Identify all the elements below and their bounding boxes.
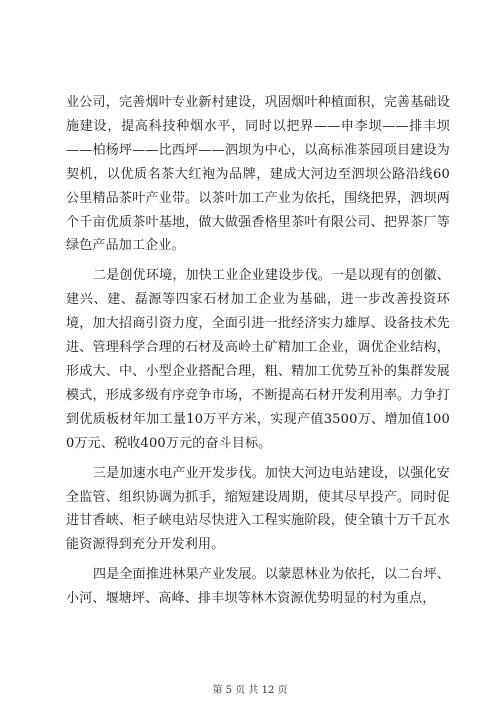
page-footer: 第 5 页 共 12 页 [212, 685, 288, 696]
paragraph-2: 二是创优环境，加快工业企业建设步伐。一是以现有的创徽、建兴、建、磊源等四家石材加工企业为基础，进一步改善投资环境，加大招商引资力度，全面引进一批经济实力雄厚、设备技术先进、管理科学合理的石材及高岭土矿精加工企业，调优企业结构，形成大、中、小型企业搭配合理，粗、精加工优势互补的集群发展模式，形成多级有序竞争市场，不断提高石材开发利用率。力争打到优质板材年加工量10万平方米，实现产值3500万、增加值1000万元、税收400万元的奋斗目标。 [66, 268, 450, 451]
paragraph-3: 三是加速水电产业开发步伐。加快大河边电站建设，以强化安全监管、组织协调为抓手，缩短建设周期，使其尽早投产。同时促进甘香峡、柜子峡电站尽快进入工程实施阶段，使全镇十万千瓦水能资源得到充分开发利用。 [66, 465, 450, 553]
document-body [66, 91, 450, 611]
paragraph-4: 四是全面推进林果产业发展。以蒙恩林业为依托，以二台坪、小河、堰塘坪、高峰、排丰坝等林木资源优势明显的村为重点， [66, 567, 450, 607]
paragraph-1: 业公司，完善烟叶专业新村建设，巩固烟叶种植面积，完善基础设施建设，提高科技种烟水平，同时以把界——申李坝——排丰坝——柏杨坪——比西坪——泗坝为中心，以高标准茶园项目建设为契机，以优质名茶大红袍为品牌，建成大河边至泗坝公路沿线60公里精品茶叶产业带。以茶叶加工产业为依托，围绕把界，泗坝两个千亩优质茶叶基地，做大做强香格里茶叶有限公司、把界茶厂等绿色产品加工企业。 [66, 95, 450, 254]
